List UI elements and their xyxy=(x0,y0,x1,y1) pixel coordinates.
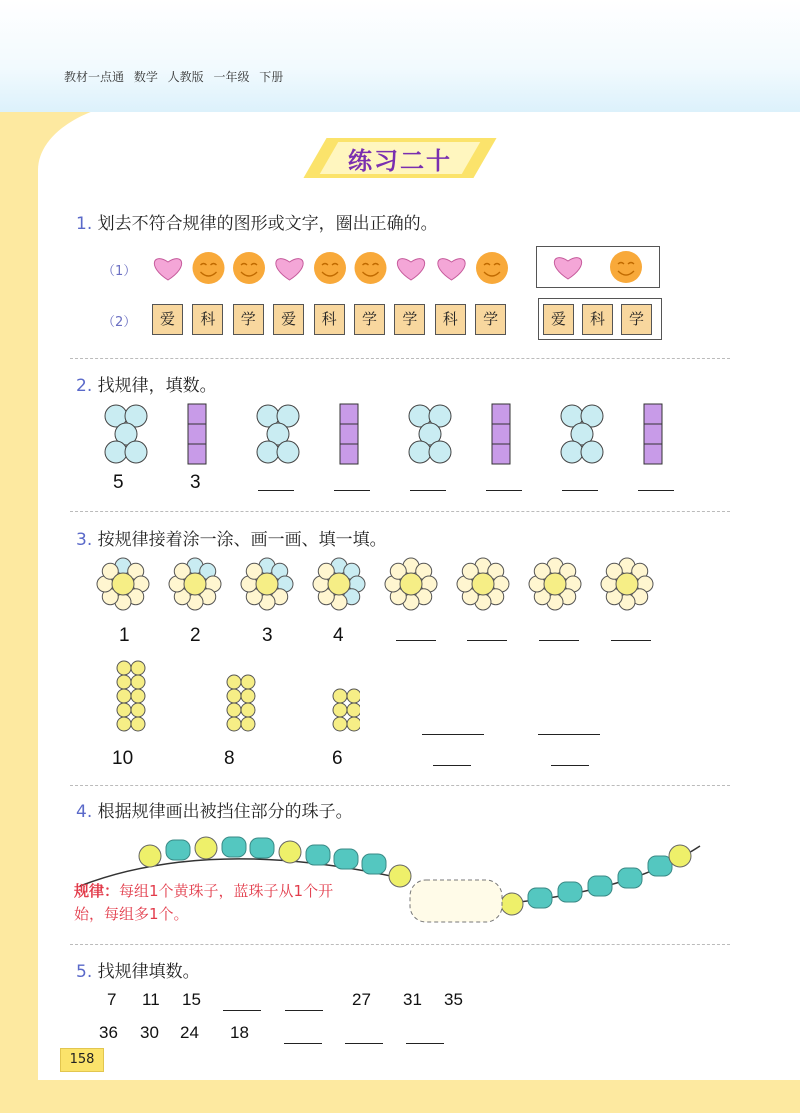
bead xyxy=(131,703,145,717)
sequence-number: 7 xyxy=(107,990,117,1009)
question-5: 5. 找规律填数。 xyxy=(76,962,200,982)
flower-pattern xyxy=(95,554,670,616)
flower-icon xyxy=(529,558,581,610)
square xyxy=(644,424,662,444)
blue-bead xyxy=(558,882,582,902)
page-number: 158 xyxy=(60,1048,104,1072)
flower-center xyxy=(328,573,350,595)
answer-blank[interactable] xyxy=(433,765,471,766)
square xyxy=(188,424,206,444)
bead xyxy=(333,717,347,731)
three-square-column xyxy=(340,404,358,464)
heart-icon xyxy=(438,259,465,280)
heart-icon xyxy=(554,258,581,279)
answer-blank[interactable] xyxy=(406,1043,444,1044)
bead xyxy=(333,703,347,717)
bead xyxy=(333,689,347,703)
heart-icon xyxy=(397,259,424,280)
answer-blank[interactable] xyxy=(258,490,294,491)
character-tile: 爱 xyxy=(273,304,304,335)
smiley-icon xyxy=(610,251,642,283)
square xyxy=(340,444,358,464)
bead-number-1: 10 xyxy=(112,748,134,769)
flower-center xyxy=(544,573,566,595)
answer-blank[interactable] xyxy=(410,490,446,491)
square xyxy=(188,404,206,424)
bead xyxy=(241,717,255,731)
sequence-number: 27 xyxy=(352,990,371,1009)
rule-text: 规律：每组1个黄珠子，蓝珠子从1个开始，每组多1个。 xyxy=(74,882,334,923)
character-tile: 学 xyxy=(233,304,264,335)
question-3: 3. 按规律接着涂一涂、画一画、填一填。 xyxy=(76,530,387,550)
row-2-label: （2） xyxy=(102,315,137,330)
flower-center xyxy=(472,573,494,595)
title-banner xyxy=(315,138,485,178)
circle xyxy=(561,441,583,463)
smiley-icon xyxy=(355,252,387,284)
flower-center xyxy=(112,573,134,595)
answer-blank[interactable] xyxy=(223,1010,261,1011)
square xyxy=(188,444,206,464)
square xyxy=(340,424,358,444)
question-1: 1. 划去不符合规律的图形或文字，圈出正确的。 xyxy=(76,214,438,234)
circle xyxy=(277,441,299,463)
blue-bead xyxy=(334,849,358,869)
answer-blank[interactable] xyxy=(611,640,651,641)
circle xyxy=(105,441,127,463)
sequence-number: 15 xyxy=(182,990,201,1009)
answer-blank[interactable] xyxy=(285,1010,323,1011)
square xyxy=(492,424,510,444)
answer-blank[interactable] xyxy=(638,490,674,491)
bead xyxy=(131,675,145,689)
answer-blank[interactable] xyxy=(486,490,522,491)
blue-bead xyxy=(528,888,552,908)
blue-bead xyxy=(222,837,246,857)
five-circle-group xyxy=(105,405,147,463)
answer-blank[interactable] xyxy=(467,640,507,641)
yellow-bead xyxy=(669,845,691,867)
divider xyxy=(70,358,730,359)
bead-number-2: 8 xyxy=(224,748,235,769)
flower-number-3: 3 xyxy=(262,625,273,646)
bead-column xyxy=(117,661,145,731)
flower-icon xyxy=(601,558,653,610)
book-header: 教材一点通 数学 人教版 一年级 下册 xyxy=(64,70,284,84)
smiley-icon xyxy=(233,252,265,284)
page-title: 练习二十 xyxy=(348,147,452,175)
divider xyxy=(70,944,730,945)
circle xyxy=(581,441,603,463)
flower-number-1: 1 xyxy=(119,625,130,646)
flower-center xyxy=(400,573,422,595)
blue-bead xyxy=(588,876,612,896)
bead xyxy=(347,689,360,703)
character-tile: 科 xyxy=(582,304,613,335)
character-tile: 爱 xyxy=(152,304,183,335)
bead xyxy=(131,717,145,731)
flower-number-4: 4 xyxy=(333,625,344,646)
count-1: 5 xyxy=(113,472,124,493)
yellow-bead xyxy=(279,841,301,863)
character-tile: 爱 xyxy=(543,304,574,335)
heart-icon xyxy=(276,259,303,280)
bead xyxy=(117,675,131,689)
answer-blank[interactable] xyxy=(284,1043,322,1044)
bead xyxy=(227,675,241,689)
flower-center xyxy=(184,573,206,595)
character-tile: 科 xyxy=(314,304,345,335)
hidden-area xyxy=(410,880,502,922)
bead xyxy=(241,689,255,703)
blue-bead xyxy=(306,845,330,865)
answer-blank[interactable] xyxy=(334,490,370,491)
blue-bead xyxy=(166,840,190,860)
bead xyxy=(227,703,241,717)
answer-shapes xyxy=(536,246,660,288)
square xyxy=(492,444,510,464)
character-tile: 学 xyxy=(354,304,385,335)
divider xyxy=(70,785,730,786)
smiley-icon xyxy=(314,252,346,284)
circle xyxy=(429,441,451,463)
five-circle-group xyxy=(561,405,603,463)
bead xyxy=(117,717,131,731)
smiley-icon xyxy=(193,252,225,284)
circle-and-rect-pattern xyxy=(90,400,700,470)
flower-icon xyxy=(97,558,149,610)
flower-icon xyxy=(385,558,437,610)
row-1-label: （1） xyxy=(102,264,137,279)
top-band xyxy=(0,0,800,112)
three-square-column xyxy=(644,404,662,464)
square xyxy=(644,444,662,464)
bead xyxy=(347,703,360,717)
answer-blank[interactable] xyxy=(539,640,579,641)
five-circle-group xyxy=(257,405,299,463)
three-square-column xyxy=(492,404,510,464)
sequence-number: 24 xyxy=(180,1023,199,1042)
flower-icon xyxy=(241,558,293,610)
flower-number-2: 2 xyxy=(190,625,201,646)
square xyxy=(492,404,510,424)
sequence-number: 11 xyxy=(142,990,160,1009)
bead xyxy=(241,675,255,689)
drawing-blank[interactable] xyxy=(422,734,484,735)
character-tile: 科 xyxy=(435,304,466,335)
five-circle-group xyxy=(409,405,451,463)
sequence-number: 30 xyxy=(140,1023,159,1042)
bead xyxy=(131,661,145,675)
bead xyxy=(131,689,145,703)
question-4: 4. 根据规律画出被挡住部分的珠子。 xyxy=(76,802,353,822)
answer-blank[interactable] xyxy=(562,490,598,491)
smiley-icon xyxy=(476,252,508,284)
bead xyxy=(117,703,131,717)
square xyxy=(644,404,662,424)
character-tile: 学 xyxy=(475,304,506,335)
flower-icon xyxy=(457,558,509,610)
answer-blank[interactable] xyxy=(551,765,589,766)
flower-center xyxy=(616,573,638,595)
yellow-bead xyxy=(389,865,411,887)
bead xyxy=(227,717,241,731)
divider xyxy=(70,511,730,512)
flower-center xyxy=(256,573,278,595)
yellow-bead xyxy=(501,893,523,915)
drawing-blank[interactable] xyxy=(538,734,600,735)
sequence-number: 35 xyxy=(444,990,463,1009)
character-tile: 学 xyxy=(394,304,425,335)
answer-blank[interactable] xyxy=(396,640,436,641)
bead-number-3: 6 xyxy=(332,748,343,769)
blue-bead xyxy=(648,856,672,876)
bead xyxy=(117,689,131,703)
circle xyxy=(409,441,431,463)
bead-column-pattern xyxy=(100,658,360,738)
circle xyxy=(125,441,147,463)
sequence-number: 18 xyxy=(230,1023,249,1042)
three-square-column xyxy=(188,404,206,464)
bead xyxy=(227,689,241,703)
blue-bead xyxy=(250,838,274,858)
bead xyxy=(117,661,131,675)
character-tile: 学 xyxy=(621,304,652,335)
answer-blank[interactable] xyxy=(345,1043,383,1044)
sequence-number: 31 xyxy=(403,990,422,1009)
sequence-number: 36 xyxy=(99,1023,118,1042)
yellow-bead xyxy=(195,837,217,859)
question-2: 2. 找规律，填数。 xyxy=(76,376,217,396)
blue-bead xyxy=(362,854,386,874)
yellow-bead xyxy=(139,845,161,867)
bead xyxy=(347,717,360,731)
count-2: 3 xyxy=(190,472,201,493)
flower-icon xyxy=(169,558,221,610)
bead-column xyxy=(227,675,255,731)
flower-icon xyxy=(313,558,365,610)
blue-bead xyxy=(618,868,642,888)
heart-icon xyxy=(154,259,181,280)
bead xyxy=(241,703,255,717)
square xyxy=(340,404,358,424)
circle xyxy=(257,441,279,463)
character-tile: 科 xyxy=(192,304,223,335)
bead-column xyxy=(333,689,360,731)
